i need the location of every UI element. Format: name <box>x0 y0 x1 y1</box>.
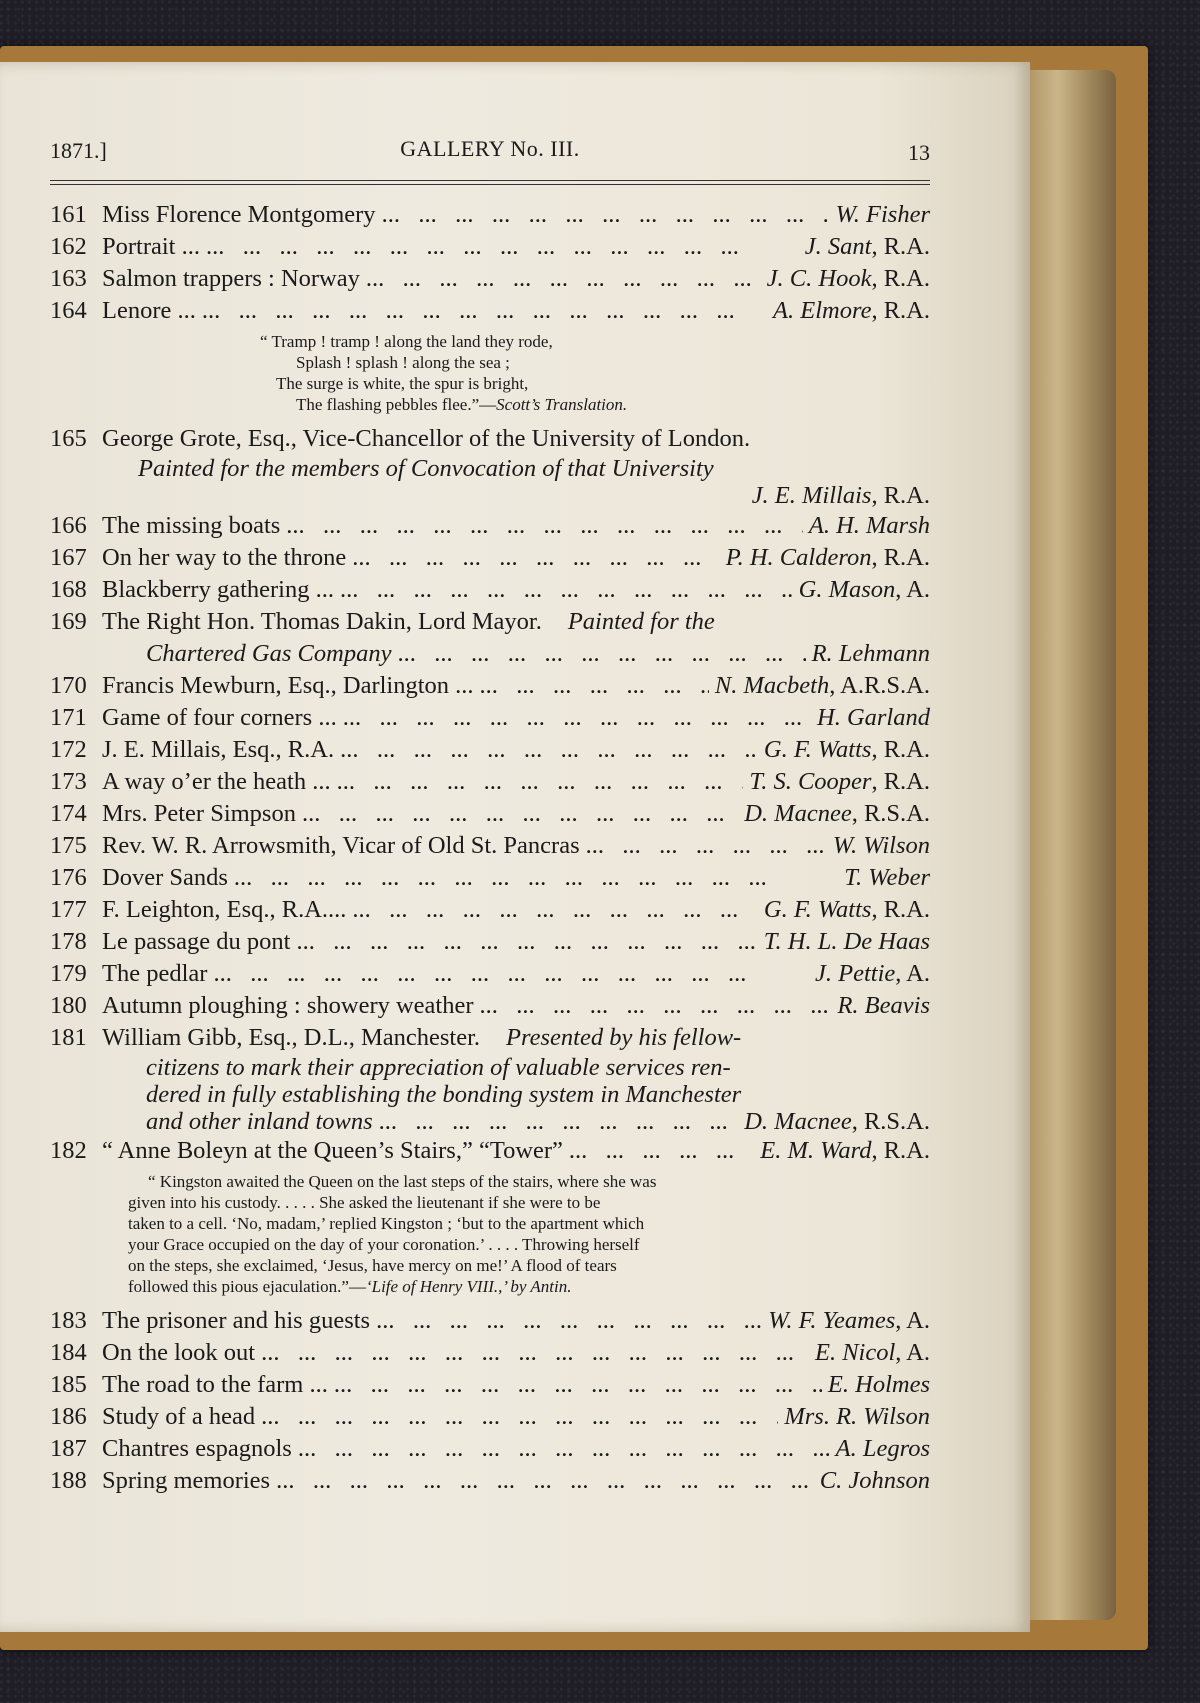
entry-title: Game of four corners ... <box>102 704 337 731</box>
leader-dots <box>382 199 830 231</box>
catalogue-entry <box>50 510 930 542</box>
catalogue-entry <box>50 199 930 231</box>
artist-name: R. Beavis <box>837 992 930 1019</box>
entry-artist <box>844 862 930 894</box>
entry-continuation: Chartered Gas Company <box>146 640 392 667</box>
entry-number: 180 <box>50 992 87 1019</box>
artist-name: W. Wilson <box>832 832 930 859</box>
catalogue-entry <box>50 1022 930 1054</box>
artist-name: E. Holmes <box>827 1371 930 1398</box>
artist-suffix: , R.A. <box>871 482 930 509</box>
artist-suffix: , R.A. <box>871 1137 930 1164</box>
entry-title: The pedlar <box>102 960 208 987</box>
artist-suffix: , R.A. <box>871 544 930 571</box>
entry-artist <box>817 702 930 734</box>
year-mark: 1871.] <box>50 138 107 163</box>
catalogue-entry <box>50 862 930 894</box>
leader-dots <box>352 542 720 574</box>
artist-name: E. M. Ward <box>760 1137 872 1164</box>
page-content <box>50 132 930 1497</box>
entry-number: 165 <box>50 425 87 452</box>
entry-artist <box>836 1433 930 1465</box>
entry-number: 176 <box>50 864 87 891</box>
quote-line: Splash ! splash ! along the sea ; <box>296 353 510 372</box>
entry-title: J. E. Millais, Esq., R.A. <box>102 736 335 763</box>
artist-suffix: , R.A. <box>871 736 930 763</box>
entry-artist <box>820 1465 930 1497</box>
catalogue-entry <box>50 231 930 263</box>
catalogue-entry <box>50 295 930 327</box>
catalogue-entry <box>50 263 930 295</box>
entry-title: The Right Hon. Thomas Dakin, Lord Mayor. <box>102 608 542 635</box>
entry-title: On her way to the throne <box>102 544 347 571</box>
quote-line: your Grace occupied on the day of your coronation.’ . . . . Throwing herself <box>128 1235 640 1254</box>
boleyn-quotation <box>50 1171 828 1297</box>
leader-dots <box>337 766 744 798</box>
lenore-quotation <box>50 331 930 415</box>
entry-number: 185 <box>50 1371 87 1398</box>
entry-number: 181 <box>50 1024 87 1051</box>
entry-title: The prisoner and his guests <box>102 1307 371 1334</box>
catalogue-entry <box>50 542 930 574</box>
entry-continuation-row <box>50 1108 930 1135</box>
entry-title: Rev. W. R. Arrowsmith, Vicar of Old St. Pancras <box>102 832 580 859</box>
entry-number: 177 <box>50 896 87 923</box>
entry-title: Spring memories <box>102 1467 271 1494</box>
artist-name: D. Macnee <box>744 1108 852 1135</box>
catalogue-entry <box>50 1305 930 1337</box>
catalogue-entry <box>50 1401 930 1433</box>
double-rule <box>50 180 930 185</box>
entry-artist <box>773 295 930 327</box>
entry-artist <box>50 482 930 510</box>
entry-title: “ Anne Boleyn at the Queen’s Stairs,” “Tower” <box>102 1137 563 1164</box>
entry-artist <box>833 830 930 862</box>
leader-dots <box>213 958 809 990</box>
artist-suffix: , R.A. <box>871 896 930 923</box>
entry-artist <box>764 734 930 766</box>
artist-name: C. Johnson <box>819 1467 930 1494</box>
entry-title: Mrs. Peter Simpson <box>102 800 296 827</box>
artist-suffix: , R.S.A. <box>851 1108 930 1135</box>
entry-artist <box>715 670 930 702</box>
catalogue-entry <box>50 926 930 958</box>
running-head <box>50 132 930 172</box>
entry-number: 171 <box>50 704 87 731</box>
entry-artist <box>764 926 930 958</box>
entry-title: A way o’er the heath ... <box>102 768 331 795</box>
entry-number: 169 <box>50 608 87 635</box>
entry-artist <box>805 231 930 263</box>
entry-number: 167 <box>50 544 87 571</box>
entry-number: 164 <box>50 297 87 324</box>
leader-dots <box>296 926 757 958</box>
entry-artist <box>764 894 930 926</box>
artist-name: A. H. Marsh <box>808 512 930 539</box>
quote-source: Scott’s Translation. <box>496 395 628 414</box>
entry-number: 178 <box>50 928 87 955</box>
artist-suffix: , R.A. <box>871 265 930 292</box>
entry-title: George Grote, Esq., Vice-Chancellor of the University of London. <box>102 425 751 452</box>
catalogue-entry <box>50 1433 930 1465</box>
entry-number: 179 <box>50 960 87 987</box>
entry-continuation-row <box>50 638 930 670</box>
entry-title: Le passage du pont <box>102 928 291 955</box>
entry-title: William Gibb, Esq., D.L., Manchester. <box>102 1024 481 1051</box>
artist-name: J. E. Millais <box>751 482 872 509</box>
artist-suffix: , R.A. <box>871 297 930 324</box>
entry-artist <box>828 1369 930 1401</box>
catalogue-entry <box>50 670 930 702</box>
catalogue-page <box>0 62 1030 1632</box>
entry-number: 161 <box>50 201 87 228</box>
entry-number: 182 <box>50 1137 87 1164</box>
entry-title: Salmon trappers : Norway <box>102 265 360 292</box>
artist-name: R. Lehmann <box>811 640 930 667</box>
leader-dots <box>261 1337 809 1369</box>
gallery-title: GALLERY No. III. <box>400 136 580 161</box>
leader-dots <box>343 702 811 734</box>
entry-number: 163 <box>50 265 87 292</box>
leader-dots <box>206 231 799 263</box>
entry-number: 183 <box>50 1307 87 1334</box>
catalogue-entry <box>50 1465 930 1497</box>
entry-artist <box>837 990 930 1022</box>
leader-dots <box>480 990 832 1022</box>
artist-suffix: , R.A. <box>871 768 930 795</box>
entry-continuation: citizens to mark their appreciation of valuable services ren- <box>146 1054 731 1081</box>
entry-artist <box>815 958 930 990</box>
entry-title: The road to the farm ... <box>102 1371 328 1398</box>
artist-suffix: , A. <box>895 576 930 603</box>
quote-line: “ Tramp ! tramp ! along the land they rode, <box>260 332 553 351</box>
entry-title-italic: Presented by his fellow- <box>506 1024 742 1051</box>
entry-title: Autumn ploughing : showery weather <box>102 992 474 1019</box>
catalogue-entry <box>50 734 930 766</box>
artist-suffix: , A. <box>895 960 930 987</box>
entry-title: Portrait ... <box>102 233 200 260</box>
catalogue-entry <box>50 990 930 1022</box>
catalogue-entry <box>50 798 930 830</box>
leader-dots <box>366 263 761 295</box>
entry-number: 170 <box>50 672 87 699</box>
leader-dots <box>569 1135 754 1167</box>
entry-artist <box>836 199 930 231</box>
entry-artist <box>760 1135 930 1167</box>
catalogue-entry <box>50 1369 930 1401</box>
artist-name: T. Weber <box>844 864 930 891</box>
artist-name: P. H. Calderon <box>725 544 872 571</box>
artist-name: H. Garland <box>817 704 930 731</box>
entry-number: 162 <box>50 233 87 260</box>
entry-artist <box>767 263 930 295</box>
entry-title: Blackberry gathering ... <box>102 576 334 603</box>
quote-line: followed this pious ejaculation.”— <box>128 1277 366 1296</box>
catalogue-entry <box>50 894 930 926</box>
catalogue-entry <box>50 574 930 606</box>
entry-title: Chantres espagnols <box>102 1435 292 1462</box>
artist-suffix: , A. <box>895 1307 930 1334</box>
artist-suffix: , R.S.A. <box>851 800 930 827</box>
leader-dots <box>298 1433 830 1465</box>
entry-continuation: Painted for the members of Convocation of that University <box>138 455 714 482</box>
entry-artist <box>784 1401 930 1433</box>
leader-dots <box>261 1401 778 1433</box>
artist-name: J. Sant <box>804 233 872 260</box>
artist-name: W. Fisher <box>835 201 930 228</box>
artist-name: J. Pettie <box>815 960 896 987</box>
entry-title: Lenore ... <box>102 297 196 324</box>
entry-number: 175 <box>50 832 87 859</box>
quote-line: taken to a cell. ‘No, madam,’ replied Kingston ; ‘but to the apartment which <box>128 1214 645 1233</box>
entry-continuation: and other inland towns <box>146 1108 373 1135</box>
artist-name: A. Legros <box>835 1435 930 1462</box>
quote-line: “ Kingston awaited the Queen on the last steps of the stairs, where she was <box>148 1172 657 1191</box>
entry-title: Miss Florence Montgomery <box>102 201 376 228</box>
leader-dots <box>276 1465 814 1497</box>
entry-artist <box>809 510 930 542</box>
entry-number: 184 <box>50 1339 87 1366</box>
artist-name: W. F. Yeames <box>768 1307 896 1334</box>
entry-number: 173 <box>50 768 87 795</box>
catalogue-entry <box>50 1135 930 1167</box>
leader-dots <box>340 734 758 766</box>
entry-number: 172 <box>50 736 87 763</box>
leader-dots <box>302 798 738 830</box>
artist-name: G. Mason <box>798 576 896 603</box>
catalogue-entry <box>50 958 930 990</box>
leader-dots <box>352 894 757 926</box>
artist-name: N. Macbeth <box>714 672 830 699</box>
catalogue-entry <box>50 423 930 455</box>
entry-artist <box>812 638 930 670</box>
artist-name: Mrs. R. Wilson <box>784 1403 930 1430</box>
quote-line: The surge is white, the spur is bright, <box>276 374 529 393</box>
catalogue-entry <box>50 1337 930 1369</box>
leader-dots <box>334 1369 822 1401</box>
entry-number: 168 <box>50 576 87 603</box>
quote-line-last <box>260 394 930 415</box>
entry-title: Dover Sands <box>102 864 228 891</box>
leader-dots <box>379 1108 739 1135</box>
entry-artist <box>744 1108 930 1135</box>
artist-name: G. F. Watts <box>763 736 872 763</box>
artist-suffix: , R.A. <box>871 233 930 260</box>
quote-line: The flashing pebbles flee.”— <box>296 395 497 414</box>
catalogue-entry <box>50 830 930 862</box>
entry-artist <box>768 1305 930 1337</box>
entry-number: 186 <box>50 1403 87 1430</box>
catalogue-entry <box>50 766 930 798</box>
quote-source: ‘Life of Henry VIII.,’ by Antin. <box>365 1277 572 1296</box>
catalogue-entry <box>50 702 930 734</box>
artist-suffix: , A. <box>895 1339 930 1366</box>
leader-dots <box>397 638 805 670</box>
artist-name: E. Nicol <box>814 1339 896 1366</box>
artist-suffix: , A.R.S.A. <box>829 672 930 699</box>
quote-line-last <box>128 1276 828 1297</box>
page-number: 13 <box>908 140 930 165</box>
leader-dots <box>586 830 827 862</box>
entry-number: 174 <box>50 800 87 827</box>
catalogue-entry <box>50 606 930 638</box>
entry-continuation: dered in fully establishing the bonding system in Manchester <box>146 1081 742 1108</box>
entry-title-italic: Painted for the <box>567 608 715 635</box>
artist-name: D. Macnee <box>744 800 852 827</box>
entry-artist <box>744 798 930 830</box>
entry-title: Study of a head <box>102 1403 256 1430</box>
leader-dots <box>376 1305 762 1337</box>
leader-dots <box>340 574 793 606</box>
leader-dots <box>202 295 767 327</box>
artist-name: G. F. Watts <box>763 896 872 923</box>
entry-artist <box>726 542 930 574</box>
artist-name: T. H. L. De Haas <box>763 928 930 955</box>
entry-artist <box>815 1337 930 1369</box>
entry-title: Francis Mewburn, Esq., Darlington ... <box>102 672 474 699</box>
entry-title: F. Leighton, Esq., R.A.... <box>102 896 347 923</box>
artist-name: J. C. Hook <box>766 265 872 292</box>
entry-number: 166 <box>50 512 87 539</box>
entry-artist <box>749 766 930 798</box>
entry-title: The missing boats <box>102 512 281 539</box>
leader-dots <box>480 670 709 702</box>
entry-number: 187 <box>50 1435 87 1462</box>
artist-name: T. S. Cooper <box>749 768 872 795</box>
quote-line: given into his custody. . . . . She asked the lieutenant if she were to be <box>128 1193 601 1212</box>
entry-artist <box>799 574 930 606</box>
entry-number: 188 <box>50 1467 87 1494</box>
entry-title: On the look out <box>102 1339 256 1366</box>
quote-line: on the steps, she exclaimed, ‘Jesus, have mercy on me!’ A flood of tears <box>128 1256 617 1275</box>
leader-dots <box>286 510 803 542</box>
artist-name: A. Elmore <box>773 297 872 324</box>
leader-dots <box>234 862 838 894</box>
